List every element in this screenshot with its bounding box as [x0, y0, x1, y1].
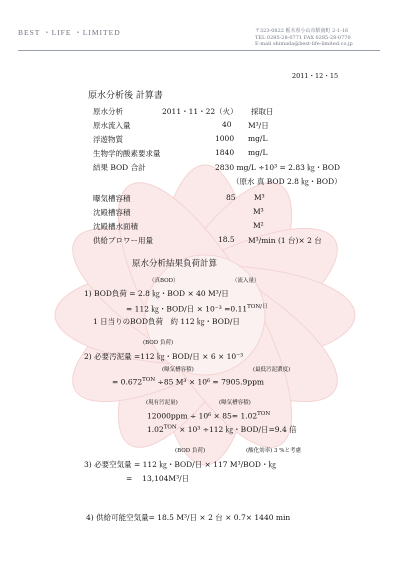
company-name: BEST ・LIFE ・LIMITED [18, 28, 121, 37]
calc2-line1: 2) 必要汚泥量 =112 ㎏・BOD/日 × 6 × 10⁻³ [84, 352, 244, 361]
calc3-line2: = 13,104M³/日 [126, 474, 190, 483]
aeration-tank-unit: M³ [254, 193, 265, 202]
analysis-label: 原水分析 [93, 107, 123, 116]
calc2-line4-post: × 10³ ÷112 ㎏・BOD/日=9.4 倍 [179, 425, 297, 434]
bod-total-note: （原水 真 BOD 2.8 ㎏・BOD） [232, 177, 342, 186]
calc2-label-aeration-2: (曝気槽容積) [219, 400, 251, 406]
aeration-tank-label: 曝気槽容積 [93, 194, 131, 203]
inflow-unit: M³/日 [248, 121, 269, 130]
calc2-line3-unit: TON [257, 411, 271, 417]
bod-value: 1840 [215, 148, 235, 157]
calc2-label-bod-load: (BOD 負荷) [143, 340, 174, 346]
document-title: 原水分析後 計算書 [88, 91, 163, 101]
calc2-label-current-sludge: (現有汚泥量) [146, 400, 178, 406]
document-date: 2011・12・15 [292, 72, 339, 80]
calc1-label-true-bod: （真BOD） [149, 278, 179, 284]
calc2-line2 [112, 377, 264, 387]
analysis-date: 2011・11・22（火） [162, 107, 238, 116]
ss-label: 浮遊物質 [93, 135, 123, 144]
calc2-label-aeration: (曝気槽容積) [162, 367, 194, 373]
settling-tank-unit: M³ [253, 207, 264, 216]
settling-area-label: 沈殿槽水面積 [93, 222, 138, 231]
settling-area-unit: M² [253, 221, 264, 230]
bod-label: 生物学的酸素要求量 [93, 149, 161, 158]
calc2-line4 [147, 424, 297, 435]
calc2-label-min-sludge: (最低汚泥濃度) [253, 367, 291, 373]
header-divider [18, 50, 380, 51]
calc1-line2 [126, 302, 267, 315]
calc3-line1: 3) 必要空気量 = 112 ㎏・BOD/日 × 117 M³/BOD・㎏ [84, 460, 276, 469]
inflow-label: 原水流入量 [93, 121, 131, 130]
phone-fax-line: TEL 0285-28-0771 FAX 0285-28-0770 [255, 34, 351, 41]
calc1-line1: 1) BOD負荷 = 2.8 ㎏・BOD × 40 M³/日 [84, 289, 229, 298]
calc2-line2-post: ÷85 M³ × 10⁶ = 7905.9ppm [157, 377, 265, 387]
blower-unit: M³/min (1 台)× 2 台 [248, 236, 322, 245]
calc1-label-inflow: （流入量） [232, 278, 260, 284]
aeration-tank-value: 85 [226, 193, 236, 202]
analysis-date-note: 採取日 [251, 107, 274, 116]
address-line: 〒323-0822 栃木県小山市駅南町 2-1-16 [255, 28, 349, 34]
calc1-line2-text: = 112 ㎏・BOD/日 × 10⁻³ =0.11 [126, 304, 248, 314]
inflow-value: 40 [222, 120, 232, 129]
calc2-line4-unit: TON [163, 424, 177, 431]
email-line: E-mail shimada@best-life-limited.co.jp [255, 41, 353, 47]
calc3-label-bod-load: (BOD 負荷) [175, 448, 206, 454]
calc4-line1: 4) 供給可能空気量= 18.5 M³/日 × 2 台 × 0.7× 1440 min [86, 513, 291, 522]
calc3-label-oxidation: (酸化効率) 3 %と考慮 [246, 448, 302, 454]
calc2-line2-pre: = 0.672 [112, 377, 143, 387]
settling-tank-label: 沈殿槽容積 [93, 208, 131, 217]
company-address [255, 28, 353, 48]
calc2-line3-pre: 12000ppm ÷ 10⁶ × 85= 1.02 [147, 411, 258, 421]
calc1-line2-unit: TON/日 [247, 304, 268, 310]
section-title: 原水分析結果負荷計算 [132, 259, 218, 269]
ss-value: 1000 [215, 134, 235, 143]
bod-total-value: 2830 mg/L ÷10³ = 2.83 ㎏・BOD [215, 163, 341, 172]
blower-value: 18.5 [218, 235, 235, 244]
calc2-line2-unit: TON [142, 377, 156, 383]
bod-total-label: 結果 BOD 合計 [93, 163, 146, 172]
bod-unit: mg/L [248, 148, 268, 157]
calc2-line4-pre: 1.02 [147, 425, 164, 434]
blower-label: 供給ブロワー用量 [93, 236, 153, 245]
calc2-line3 [147, 411, 270, 421]
calc1-line3: 1 日当りのBOD負荷 約 112 ㎏・BOD/日 [93, 317, 240, 326]
ss-unit: mg/L [248, 134, 268, 143]
